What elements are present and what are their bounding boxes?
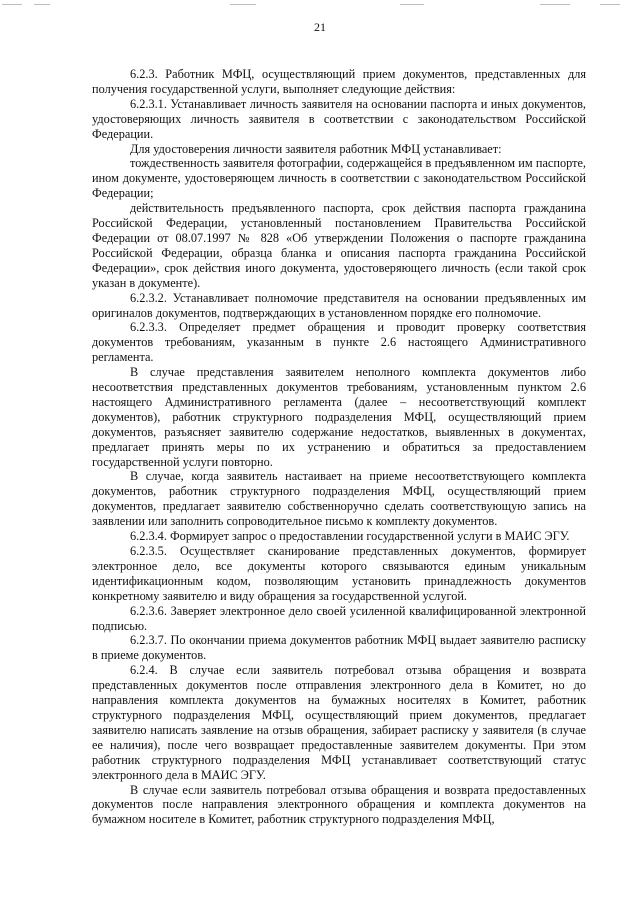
paragraph-6-2-3: 6.2.3. Работник МФЦ, осуществляющий прием документов, представленных для получения государственной услуги, выполняет следующие действия:	[92, 67, 586, 96]
paragraph-applicant-insists: В случае, когда заявитель настаивает на приеме несоответствующего комплекта документов, работник структурного подразделения МФЦ, осуществляющий прием документов, предлагает заявителю собственноручно сделать соответствующую запись на заявлении или заполнить сопроводительное письмо к комплекту документов.	[92, 469, 586, 529]
paragraph-6-2-3-7: 6.2.3.7. По окончании приема документов работник МФЦ выдает заявителю расписку в приеме документов.	[92, 633, 586, 663]
scan-artifacts	[0, 4, 640, 8]
paragraph-identity-intro: Для удостоверения личности заявителя работник МФЦ устанавливает:	[130, 141, 502, 156]
paragraph-6-2-3-4: 6.2.3.4. Формирует запрос о предоставлении государственной услуги в МАИС ЭГУ.	[130, 529, 570, 544]
paragraph-6-2-3-6: 6.2.3.6. Заверяет электронное дело своей усиленной квалифицированной электронной подписью.	[92, 603, 586, 633]
document-body	[92, 67, 586, 827]
paragraph-6-2-3-1: 6.2.3.1. Устанавливает личность заявителя на основании паспорта и иных документов, удостоверяющих личность заявителя в соответствии с законодательством Российской Федерации.	[92, 96, 586, 141]
page-number: 21	[314, 20, 326, 34]
paragraph-6-2-4: 6.2.4. В случае если заявитель потребовал отзыва обращения и возврата представленных документов после отправления электронного дела в Комитет, но до направления комплекта документов на бумажных носителях в Комитет, работник структурного подразделения МФЦ, осуществляющий прием документов, предлагает заявителю написать заявление на отзыв обращения, забирает расписку у заявителя (в случае ее наличия), после чего возвращает предоставленные заявителем документы. При этом работник структурного подразделения МФЦ устанавливает соответствующий статус электронного дела в МАИС ЭГУ.	[92, 663, 586, 782]
paragraph-incomplete-documents: В случае представления заявителем неполного комплекта документов либо несоответствия представленных документов требованиям, установленным пунктом 2.6 настоящего Административного регламента (далее – несоответствующий комплект документов), работник структурного подразделения МФЦ, осуществляющий прием документов, разъясняет заявителю содержание недостатков, выявленных в документах, предлагает принять меры по их устранению и обратиться за предоставлением государственной услуги повторно.	[92, 365, 586, 469]
paragraph-withdrawal-after-sending: В случае если заявитель потребовал отзыва обращения и возврата предоставленных документов после направления электронного обращения и комплекта документов на бумажном носителе в Комитет, работник структурного подразделения МФЦ,	[92, 782, 586, 827]
paragraph-passport-validity: действительность предъявленного паспорта, срок действия паспорта гражданина Российской Федерации, установленный постановлением Правительства Российской Федерации от 08.07.1997 № 828 «Об утверждении Положения о паспорте гражданина Российской Федерации, образца бланка и описания паспорта гражданина Российской Федерации», срок действия иного документа, удостоверяющего личность (если такой срок указан в документе).	[92, 201, 586, 290]
paragraph-6-2-3-5: 6.2.3.5. Осуществляет сканирование представленных документов, формирует электронное дело, все документы которого связываются единым уникальным идентификационным кодом, позволяющим установить принадлежность документов конкретному заявителю и виду обращения за государственной услугой.	[92, 544, 586, 603]
paragraph-photo-identity: тождественность заявителя фотографии, содержащейся в предъявленном им паспорте, ином документе, удостоверяющем личность в соответствии с законодательством Российской Федерации;	[92, 156, 586, 201]
paragraph-6-2-3-3: 6.2.3.3. Определяет предмет обращения и проводит проверку соответствия документов требованиям, указанным в пункте 2.6 настоящего Административного регламента.	[92, 320, 586, 365]
paragraph-6-2-3-2: 6.2.3.2. Устанавливает полномочие представителя на основании предъявленных им оригиналов документов, подтверждающих в установленном порядке его полномочие.	[92, 290, 586, 320]
